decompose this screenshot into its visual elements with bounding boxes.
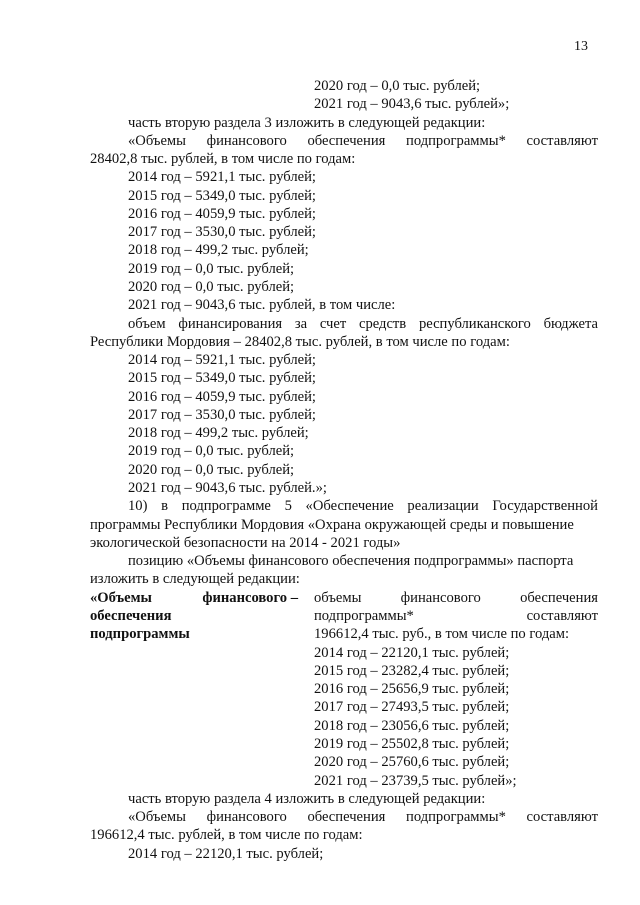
word: финансового bbox=[206, 133, 287, 149]
word: объемы bbox=[314, 590, 362, 606]
text-line-after-l3: 196612,4 тыс. рублей, в том числе по годам: bbox=[90, 827, 363, 843]
text-line-table-left-r2: обеспечения bbox=[90, 608, 172, 624]
text-line-lines-l8: 2016 год – 4059,9 тыс. рублей; bbox=[128, 206, 316, 222]
word: бюджета bbox=[543, 316, 598, 332]
word: составляют bbox=[526, 608, 598, 624]
text-line-table-right-r9: 2019 год – 25502,8 тыс. рублей; bbox=[314, 736, 510, 752]
text-line-lines-l6: 2014 год – 5921,1 тыс. рублей; bbox=[128, 169, 316, 185]
word: республиканского bbox=[418, 316, 531, 332]
word: финансового bbox=[206, 809, 287, 825]
text-line-lines-l21: 2019 год – 0,0 тыс. рублей; bbox=[128, 443, 295, 459]
text-line-lines-l28: изложить в следующей редакции: bbox=[90, 571, 300, 587]
text-line-lines-l10: 2018 год – 499,2 тыс. рублей; bbox=[128, 242, 309, 258]
word: финансового – bbox=[202, 590, 298, 606]
word: подпрограммы* bbox=[314, 608, 414, 624]
text-line-table-right-r4: 2014 год – 22120,1 тыс. рублей; bbox=[314, 645, 510, 661]
text-line-table-right-r1 bbox=[314, 589, 598, 607]
word: в bbox=[161, 498, 169, 514]
word: «Объемы bbox=[128, 133, 186, 149]
text-line-lines-l24 bbox=[128, 497, 598, 515]
word: финансирования bbox=[178, 316, 283, 332]
word: составляют bbox=[526, 809, 598, 825]
text-line-lines-l9: 2017 год – 3530,0 тыс. рублей; bbox=[128, 224, 316, 240]
text-line-lines-l16: 2014 год – 5921,1 тыс. рублей; bbox=[128, 352, 316, 368]
text-line-lines-l20: 2018 год – 499,2 тыс. рублей; bbox=[128, 425, 309, 441]
text-line-lines-l19: 2017 год – 3530,0 тыс. рублей; bbox=[128, 407, 316, 423]
word: обеспечения bbox=[520, 590, 598, 606]
text-line-table-right-r8: 2018 год – 23056,6 тыс. рублей; bbox=[314, 718, 510, 734]
text-line-lines-l23: 2021 год – 9043,6 тыс. рублей.»; bbox=[128, 480, 327, 496]
text-line-lines-l11: 2019 год – 0,0 тыс. рублей; bbox=[128, 261, 295, 277]
text-line-lines-l5: 28402,8 тыс. рублей, в том числе по годам: bbox=[90, 151, 356, 167]
text-line-after-l4: 2014 год – 22120,1 тыс. рублей; bbox=[128, 846, 324, 862]
word: «Обеспечение bbox=[305, 498, 394, 514]
text-line-lines-l7: 2015 год – 5349,0 тыс. рублей; bbox=[128, 188, 316, 204]
text-line-table-right-r2 bbox=[314, 607, 598, 625]
word: финансового bbox=[400, 590, 481, 606]
word: подпрограммы* bbox=[406, 809, 506, 825]
word: составляют bbox=[526, 133, 598, 149]
text-line-table-right-r7: 2017 год – 27493,5 тыс. рублей; bbox=[314, 699, 510, 715]
word: реализации bbox=[407, 498, 479, 514]
text-line-lines-l4 bbox=[128, 132, 598, 150]
word: счет bbox=[319, 316, 347, 332]
word: за bbox=[294, 316, 308, 332]
word: «Объемы bbox=[90, 590, 152, 606]
text-line-table-right-r6: 2016 год – 25656,9 тыс. рублей; bbox=[314, 681, 510, 697]
word: 5 bbox=[284, 498, 292, 514]
page-number: 13 bbox=[574, 39, 588, 54]
word: «Объемы bbox=[128, 809, 186, 825]
text-line-lines-l1: 2020 год – 0,0 тыс. рублей; bbox=[314, 78, 481, 94]
text-line-lines-l18: 2016 год – 4059,9 тыс. рублей; bbox=[128, 389, 316, 405]
text-line-table-right-r10: 2020 год – 25760,6 тыс. рублей; bbox=[314, 754, 510, 770]
text-line-lines-l3: часть вторую раздела 3 изложить в следующей редакции: bbox=[128, 115, 486, 131]
text-line-lines-l15: Республики Мордовия – 28402,8 тыс. рублей, в том числе по годам: bbox=[90, 334, 510, 350]
word: Государственной bbox=[492, 498, 598, 514]
text-line-lines-l14 bbox=[128, 315, 598, 333]
text-line-lines-l22: 2020 год – 0,0 тыс. рублей; bbox=[128, 462, 295, 478]
text-line-lines-l25: программы Республики Мордовия «Охрана окружающей среды и повышение bbox=[90, 517, 574, 533]
word: объем bbox=[128, 316, 166, 332]
word: обеспечения bbox=[307, 809, 386, 825]
text-line-table-left-r1 bbox=[90, 589, 298, 607]
text-line-lines-l27: позицию «Объемы финансового обеспечения подпрограммы» паспорта bbox=[128, 553, 574, 569]
word: 10) bbox=[128, 498, 148, 514]
word: подпрограммы* bbox=[406, 133, 506, 149]
text-line-table-right-r3: 196612,4 тыс. руб., в том числе по годам: bbox=[314, 626, 570, 642]
text-line-lines-l26: экологической безопасности на 2014 - 2021 годы» bbox=[90, 535, 401, 551]
text-line-table-right-r11: 2021 год – 23739,5 тыс. рублей»; bbox=[314, 773, 517, 789]
text-line-table-right-r5: 2015 год – 23282,4 тыс. рублей; bbox=[314, 663, 510, 679]
text-line-after-l1: часть вторую раздела 4 изложить в следующей редакции: bbox=[128, 791, 486, 807]
text-line-lines-l12: 2020 год – 0,0 тыс. рублей; bbox=[128, 279, 295, 295]
word: средств bbox=[358, 316, 407, 332]
text-line-lines-l2: 2021 год – 9043,6 тыс. рублей»; bbox=[314, 96, 510, 112]
text-line-lines-l13: 2021 год – 9043,6 тыс. рублей, в том числе: bbox=[128, 297, 396, 313]
word: подпрограмме bbox=[181, 498, 271, 514]
text-line-after-l2 bbox=[128, 808, 598, 826]
word: обеспечения bbox=[307, 133, 386, 149]
text-line-lines-l17: 2015 год – 5349,0 тыс. рублей; bbox=[128, 370, 316, 386]
text-line-table-left-r3: подпрограммы bbox=[90, 626, 190, 642]
